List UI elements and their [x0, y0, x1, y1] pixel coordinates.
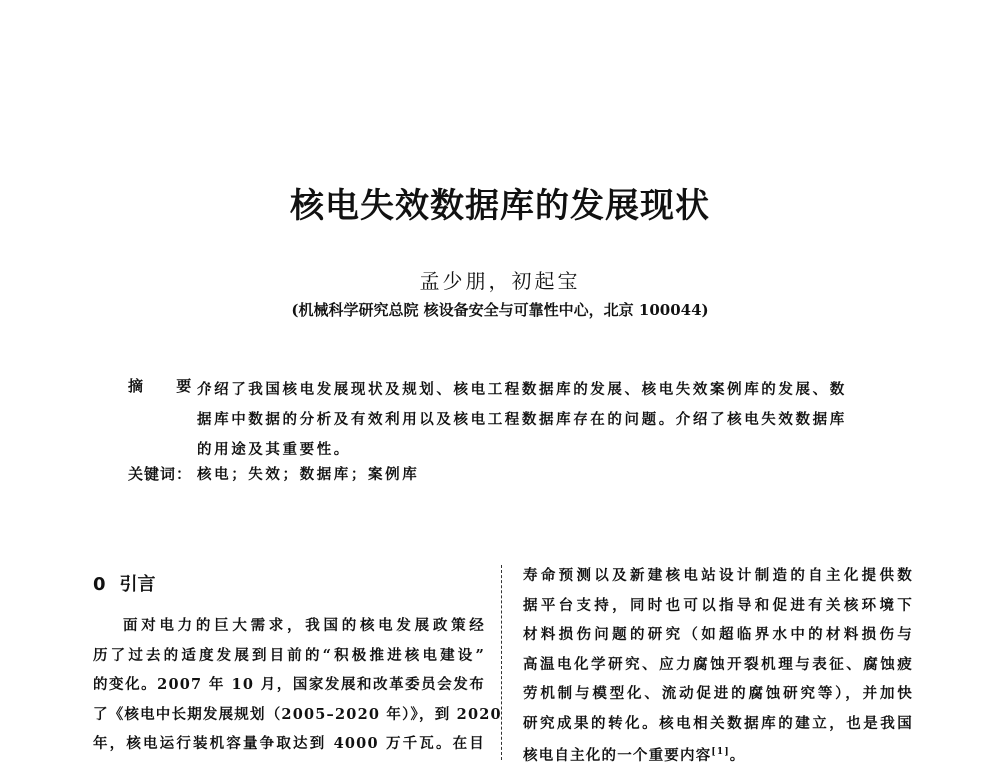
end-punctuation: 。: [729, 746, 746, 764]
keywords-label: 关键词：: [128, 465, 193, 483]
paragraph-line: 年，核电运行装机容量争取达到 4000 万千瓦。在目: [93, 735, 485, 752]
abstract-text: [197, 375, 887, 465]
section-number: 0: [93, 574, 106, 595]
left-column: [93, 570, 502, 759]
section-title: 引言: [119, 574, 156, 595]
paragraph-line: 了《核电中长期发展规划（2005–2020 年）》，到 2020: [93, 705, 502, 723]
abstract-line: 据库中数据的分析及有效利用以及核电工程数据库存在的问题。介绍了核电失效数据库: [197, 411, 847, 428]
paragraph-line: 劳机制与模型化、流动促进的腐蚀研究等），并加快: [523, 685, 913, 702]
paragraph-line: 研究成果的转化。核电相关数据库的建立，也是我国: [523, 714, 913, 732]
intro-paragraph: [93, 611, 502, 759]
right-column: [523, 561, 913, 770]
abstract-line: 介绍了我国核电发展现状及规划、核电工程数据库的发展、核电失效案例库的发展、数: [197, 381, 847, 398]
column-divider: [501, 565, 502, 760]
paragraph-line: 面对电力的巨大需求，我国的核电发展政策经: [123, 617, 485, 634]
paragraph-line: 核电自主化的一个重要内容: [523, 746, 712, 764]
reference-marker: [1]: [711, 747, 730, 757]
abstract-line: 的用途及其重要性。: [197, 441, 351, 458]
paragraph-line: 历了过去的适度发展到目前的“积极推进核电建设”: [93, 646, 485, 664]
affiliation: (机械科学研究总院 核设备安全与可靠性中心，北京 100044): [291, 301, 709, 319]
section-heading: [93, 570, 485, 596]
abstract-label: 摘 要：: [128, 377, 235, 395]
paper-title: 核电失效数据库的发展现状: [290, 186, 710, 226]
paragraph-line: 据平台支持，同时也可以指导和促进有关核环境下: [523, 596, 913, 614]
authors: 孟少朋，初起宝: [419, 269, 581, 293]
paragraph-line: 寿命预测以及新建核电站设计制造的自主化提供数: [523, 567, 913, 584]
paragraph-line: 的变化。2007 年 10 月，国家发展和改革委员会发布: [93, 676, 485, 693]
keywords-text: 核电；失效；数据库；案例库: [197, 466, 420, 483]
last-line: [523, 738, 913, 770]
paragraph-line: 高温电化学研究、应力腐蚀开裂机理与表征、腐蚀疲: [523, 655, 913, 673]
paragraph-line: 材料损伤问题的研究（如超临界水中的材料损伤与: [523, 626, 913, 643]
